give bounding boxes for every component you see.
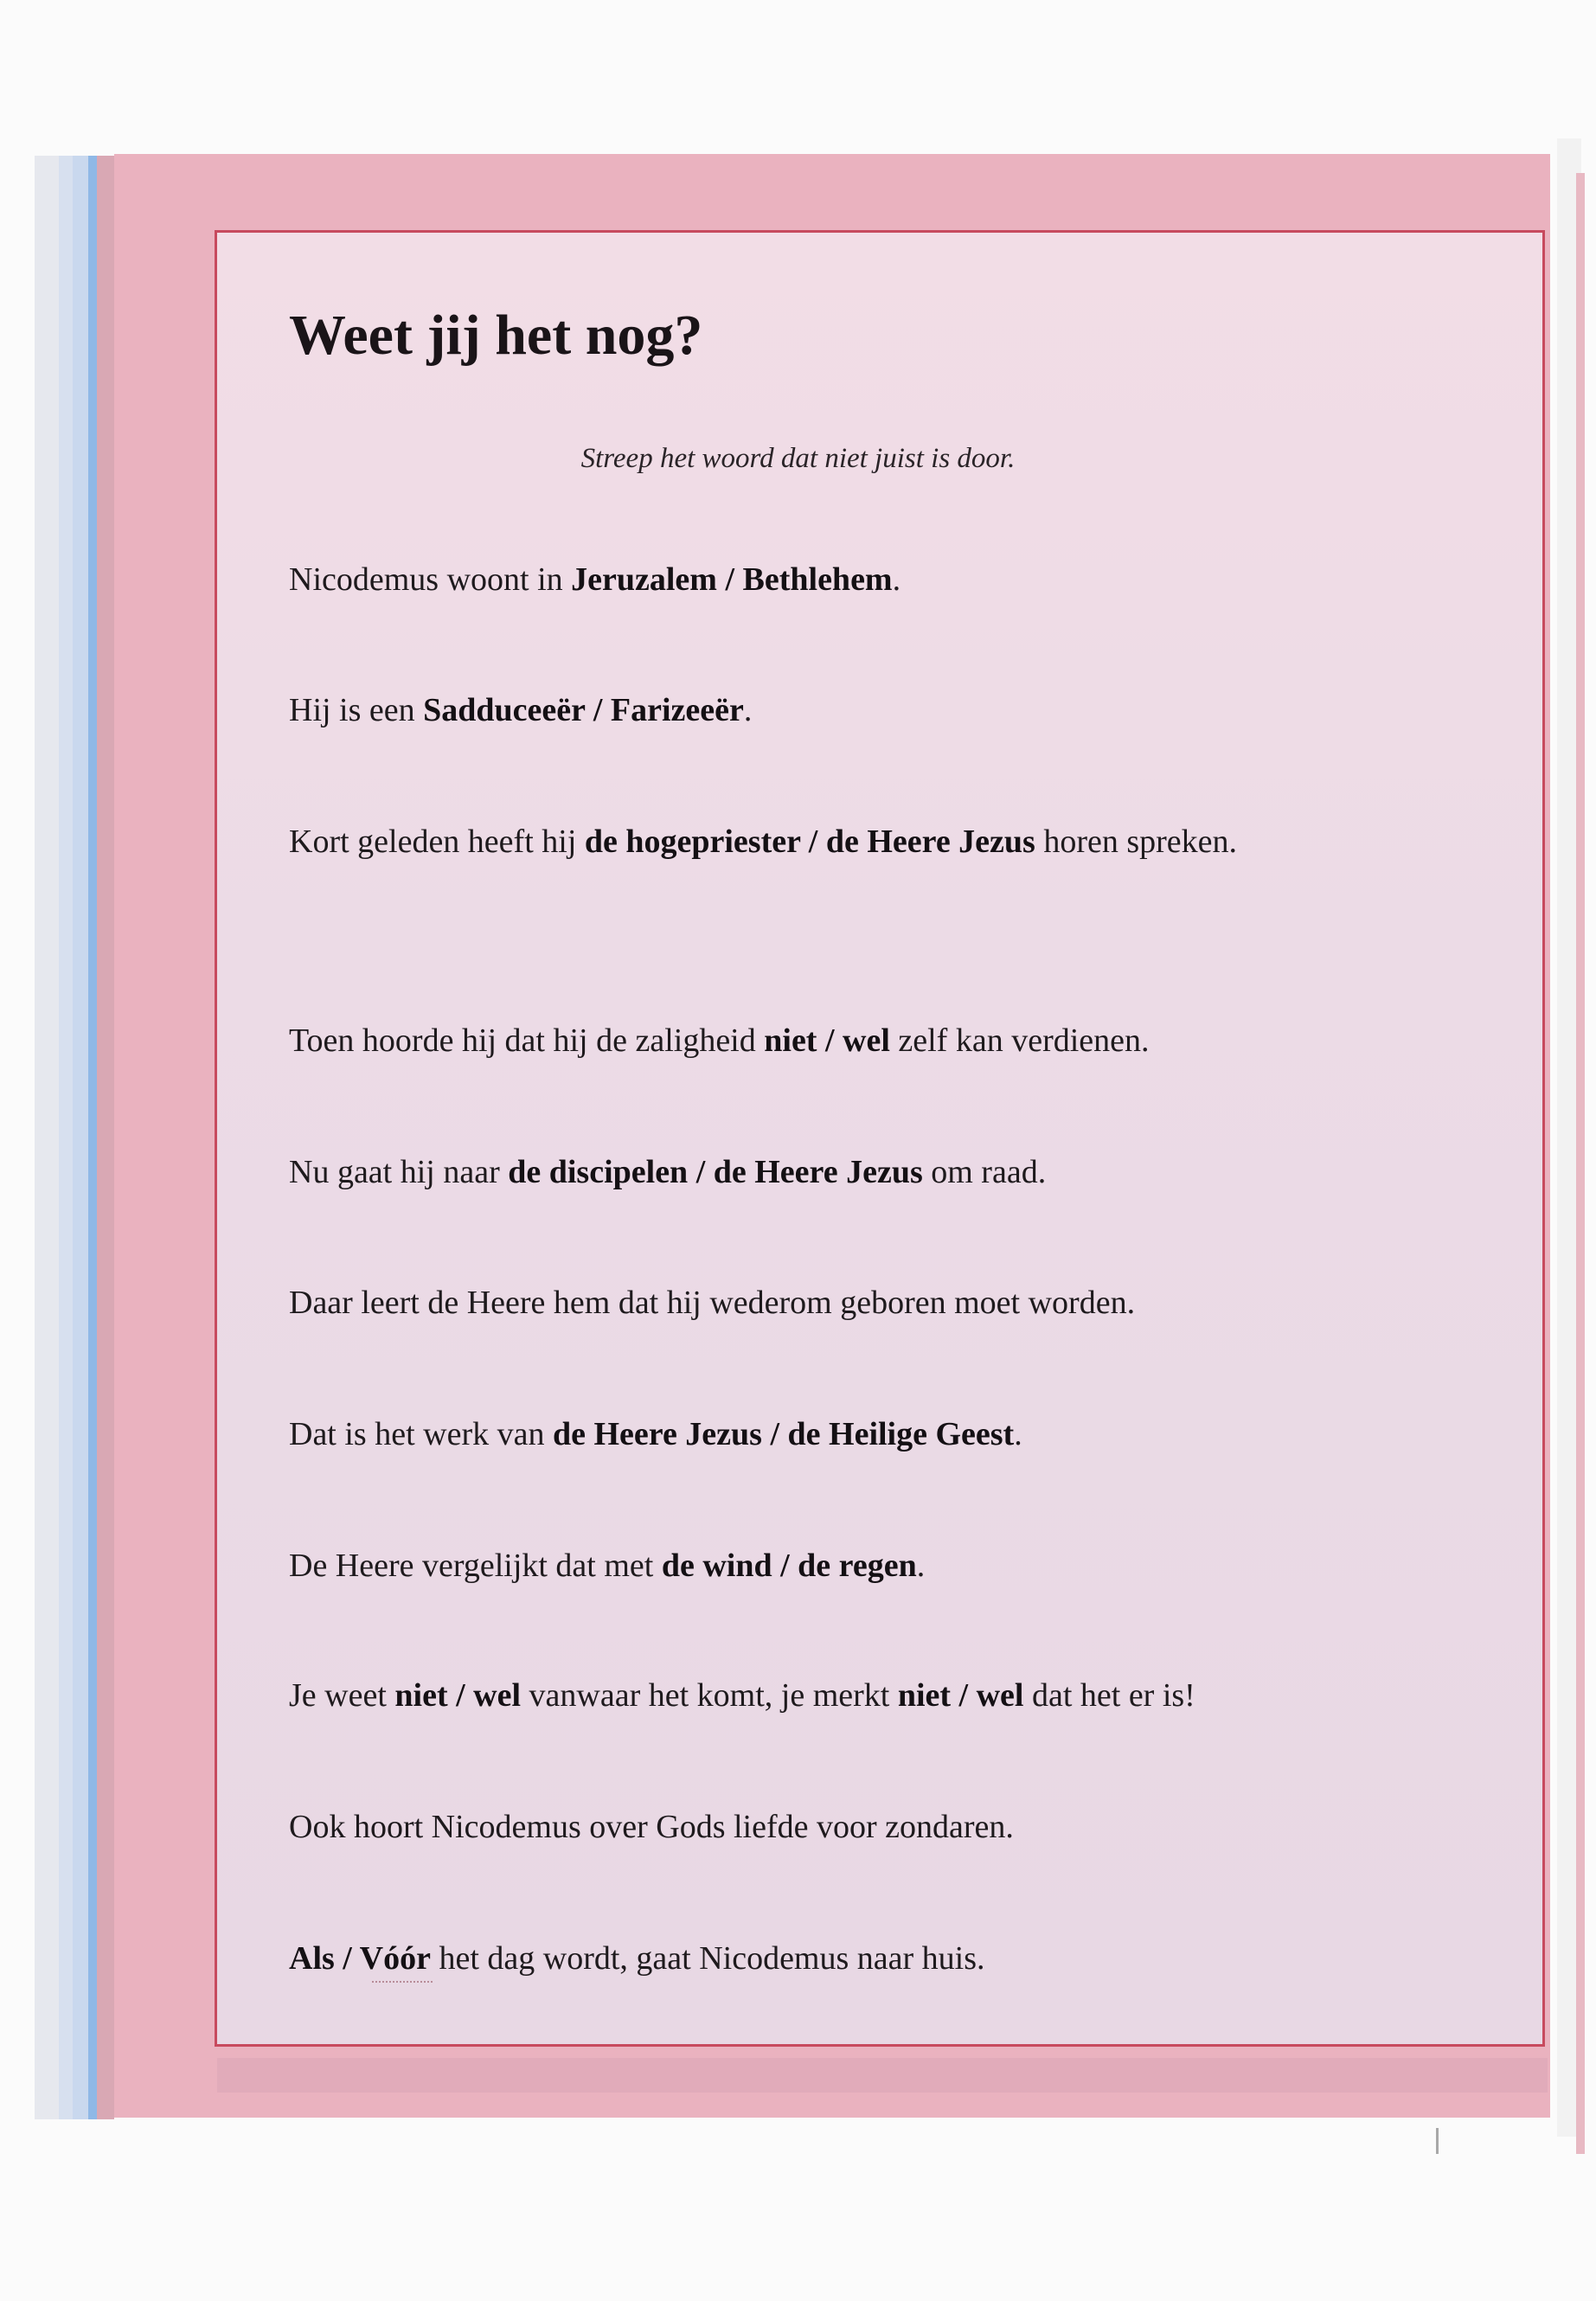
- question-7: Dat is het werk van de Heere Jezus / de Heilige Geest.: [289, 1416, 1022, 1452]
- question-10: Ook hoort Nicodemus over Gods liefde voor zondaren.: [289, 1809, 1014, 1845]
- question-3: Kort geleden heeft hij de hogepriester / de Heere Jezus horen spreken.: [289, 824, 1238, 860]
- question-11: Als / Vóór het dag wordt, gaat Nicodemus naar huis.: [289, 1940, 985, 1977]
- question-9: Je weet niet / wel vanwaar het komt, je merkt niet / wel dat het er is!: [289, 1677, 1195, 1714]
- choice[interactable]: niet / wel: [394, 1677, 522, 1714]
- dotted-mark: [372, 1981, 433, 1983]
- show-through-band: [217, 2058, 1548, 2093]
- question-1: Nicodemus woont in Jeruzalem / Bethlehem.: [289, 561, 901, 598]
- choice[interactable]: niet / wel: [897, 1677, 1024, 1714]
- choice[interactable]: Jeruzalem / Bethlehem: [571, 561, 893, 598]
- choice[interactable]: de discipelen / de Heere Jezus: [508, 1154, 923, 1190]
- scan-mark: [1436, 2128, 1439, 2154]
- choice[interactable]: de wind / de regen: [661, 1548, 917, 1584]
- worksheet-frame: [215, 230, 1545, 2047]
- choice[interactable]: Als / Vóór: [289, 1940, 431, 1977]
- instruction-text: Streep het woord dat niet juist is door.: [580, 443, 1016, 474]
- question-8: De Heere vergelijkt dat met de wind / de regen.: [289, 1548, 926, 1584]
- question-5: Nu gaat hij naar de discipelen / de Heere Jezus om raad.: [289, 1154, 1047, 1190]
- choice[interactable]: de hogepriester / de Heere Jezus: [584, 824, 1035, 860]
- choice[interactable]: niet / wel: [764, 1022, 890, 1059]
- question-2: Hij is een Sadduceeër / Farizeeër.: [289, 692, 753, 728]
- question-4: Toen hoorde hij dat hij de zaligheid niet / wel zelf kan verdienen.: [289, 1022, 1150, 1059]
- question-6: Daar leert de Heere hem dat hij wederom geboren moet worden.: [289, 1285, 1136, 1321]
- page-title: Weet jij het nog?: [289, 304, 703, 367]
- choice[interactable]: de Heere Jezus / de Heilige Geest: [552, 1416, 1015, 1452]
- choice[interactable]: Sadduceeër / Farizeeër: [423, 692, 744, 728]
